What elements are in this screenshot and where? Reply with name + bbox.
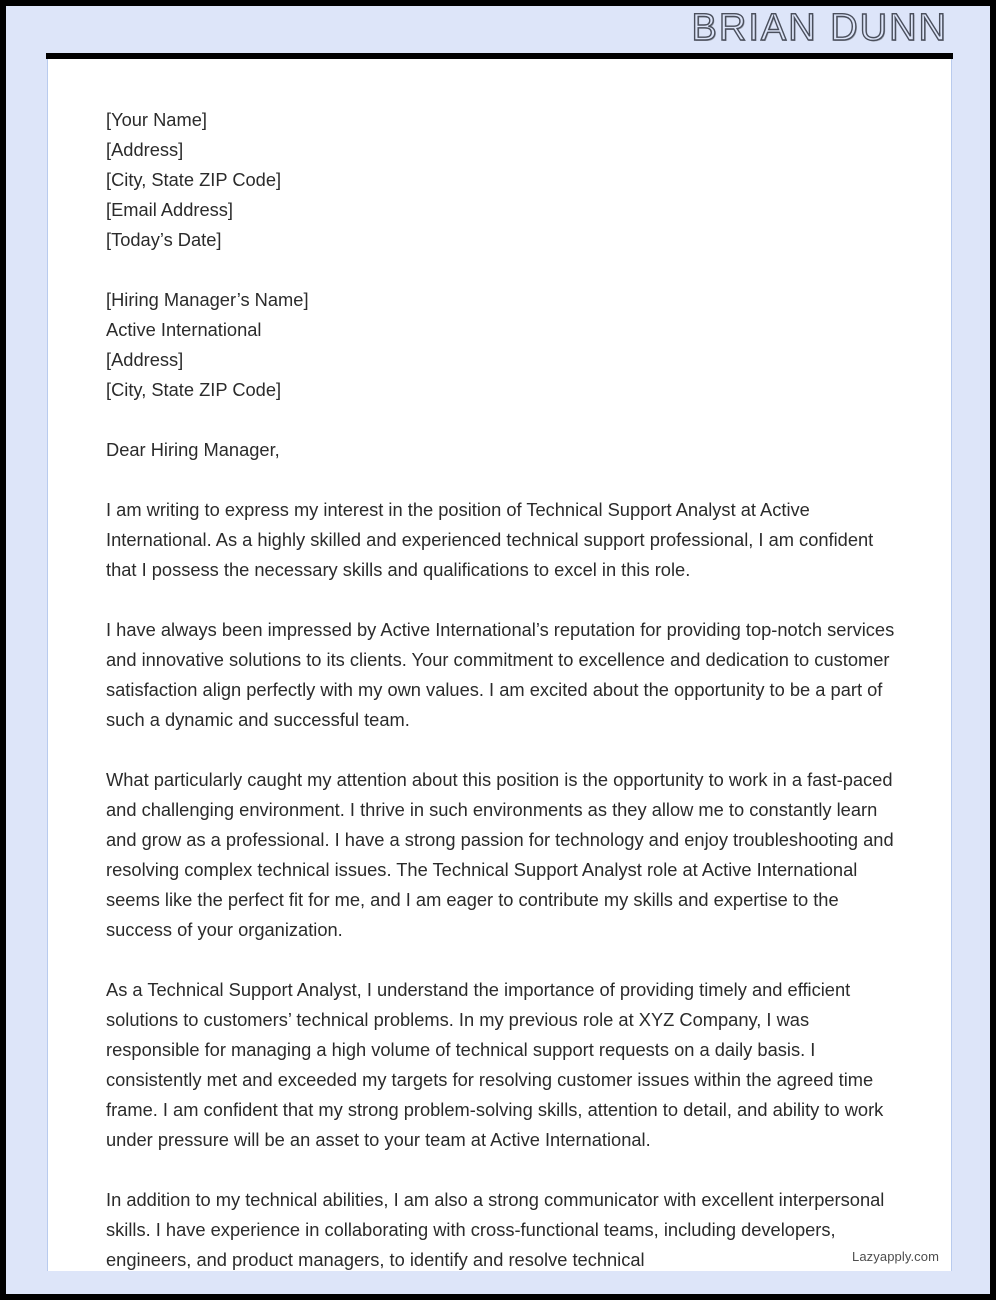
recipient-line: Active International <box>106 319 262 340</box>
recipient-line: [Address] <box>106 349 184 370</box>
recipient-line: [City, State ZIP Code] <box>106 379 282 400</box>
body-paragraph-5: In addition to my technical abilities, I am also a strong communicator with excellent interpersonal skills. I have experience in collaborating with cross-functional teams, including developers, engineers, and product managers, to identify and resolve technical <box>106 1189 885 1270</box>
body-paragraph-4: As a Technical Support Analyst, I understand the importance of providing timely and efficient solutions to customers’ technical problems. In my previous role at XYZ Company, I was responsible for managing a high volume of technical support requests on a daily basis. I consistently met and exceeded my targets for resolving customer issues within the agreed time frame. I am confident that my strong problem-solving skills, attention to detail, and ability to work under pressure will be an asset to your team at Active International. <box>106 979 884 1150</box>
body-paragraph-1: I am writing to express my interest in the position of Technical Support Analyst at Active International. As a highly skilled and experienced technical support professional, I am confident that I possess the necessary skills and qualifications to excel in this role. <box>106 499 874 580</box>
sender-line: [Your Name] <box>106 109 207 130</box>
sender-line: [Address] <box>106 139 184 160</box>
body-paragraph-3: What particularly caught my attention about this position is the opportunity to work in a fast-paced and challenging environment. I thrive in such environments as they allow me to constantly learn and grow as a professional. I have a strong passion for technology and enjoy troubleshooting and resolving complex technical issues. The Technical Support Analyst role at Active International seems like the perfect fit for me, and I am eager to contribute my skills and expertise to the success of your organization. <box>106 769 894 940</box>
sender-line: [City, State ZIP Code] <box>106 169 282 190</box>
lazyapply-watermark: Lazyapply.com <box>852 1249 940 1264</box>
document-canvas <box>6 6 990 1294</box>
sender-address-block <box>106 105 903 255</box>
letter-page <box>47 59 952 1271</box>
sender-line: [Today’s Date] <box>106 229 222 250</box>
salutation: Dear Hiring Manager, <box>106 439 280 460</box>
letter-body <box>106 105 903 1294</box>
recipient-line: [Hiring Manager’s Name] <box>106 289 309 310</box>
recipient-address-block <box>106 285 903 405</box>
letterhead-band <box>6 6 990 53</box>
letterhead-name: BRIAN DUNN <box>691 7 948 49</box>
sender-line: [Email Address] <box>106 199 234 220</box>
body-paragraph-2: I have always been impressed by Active International’s reputation for providing top-notch services and innovative solutions to its clients. Your commitment to excellence and dedication to customer satisfaction align perfectly with my own values. I am excited about the opportunity to be a part of such a dynamic and successful team. <box>106 619 895 730</box>
